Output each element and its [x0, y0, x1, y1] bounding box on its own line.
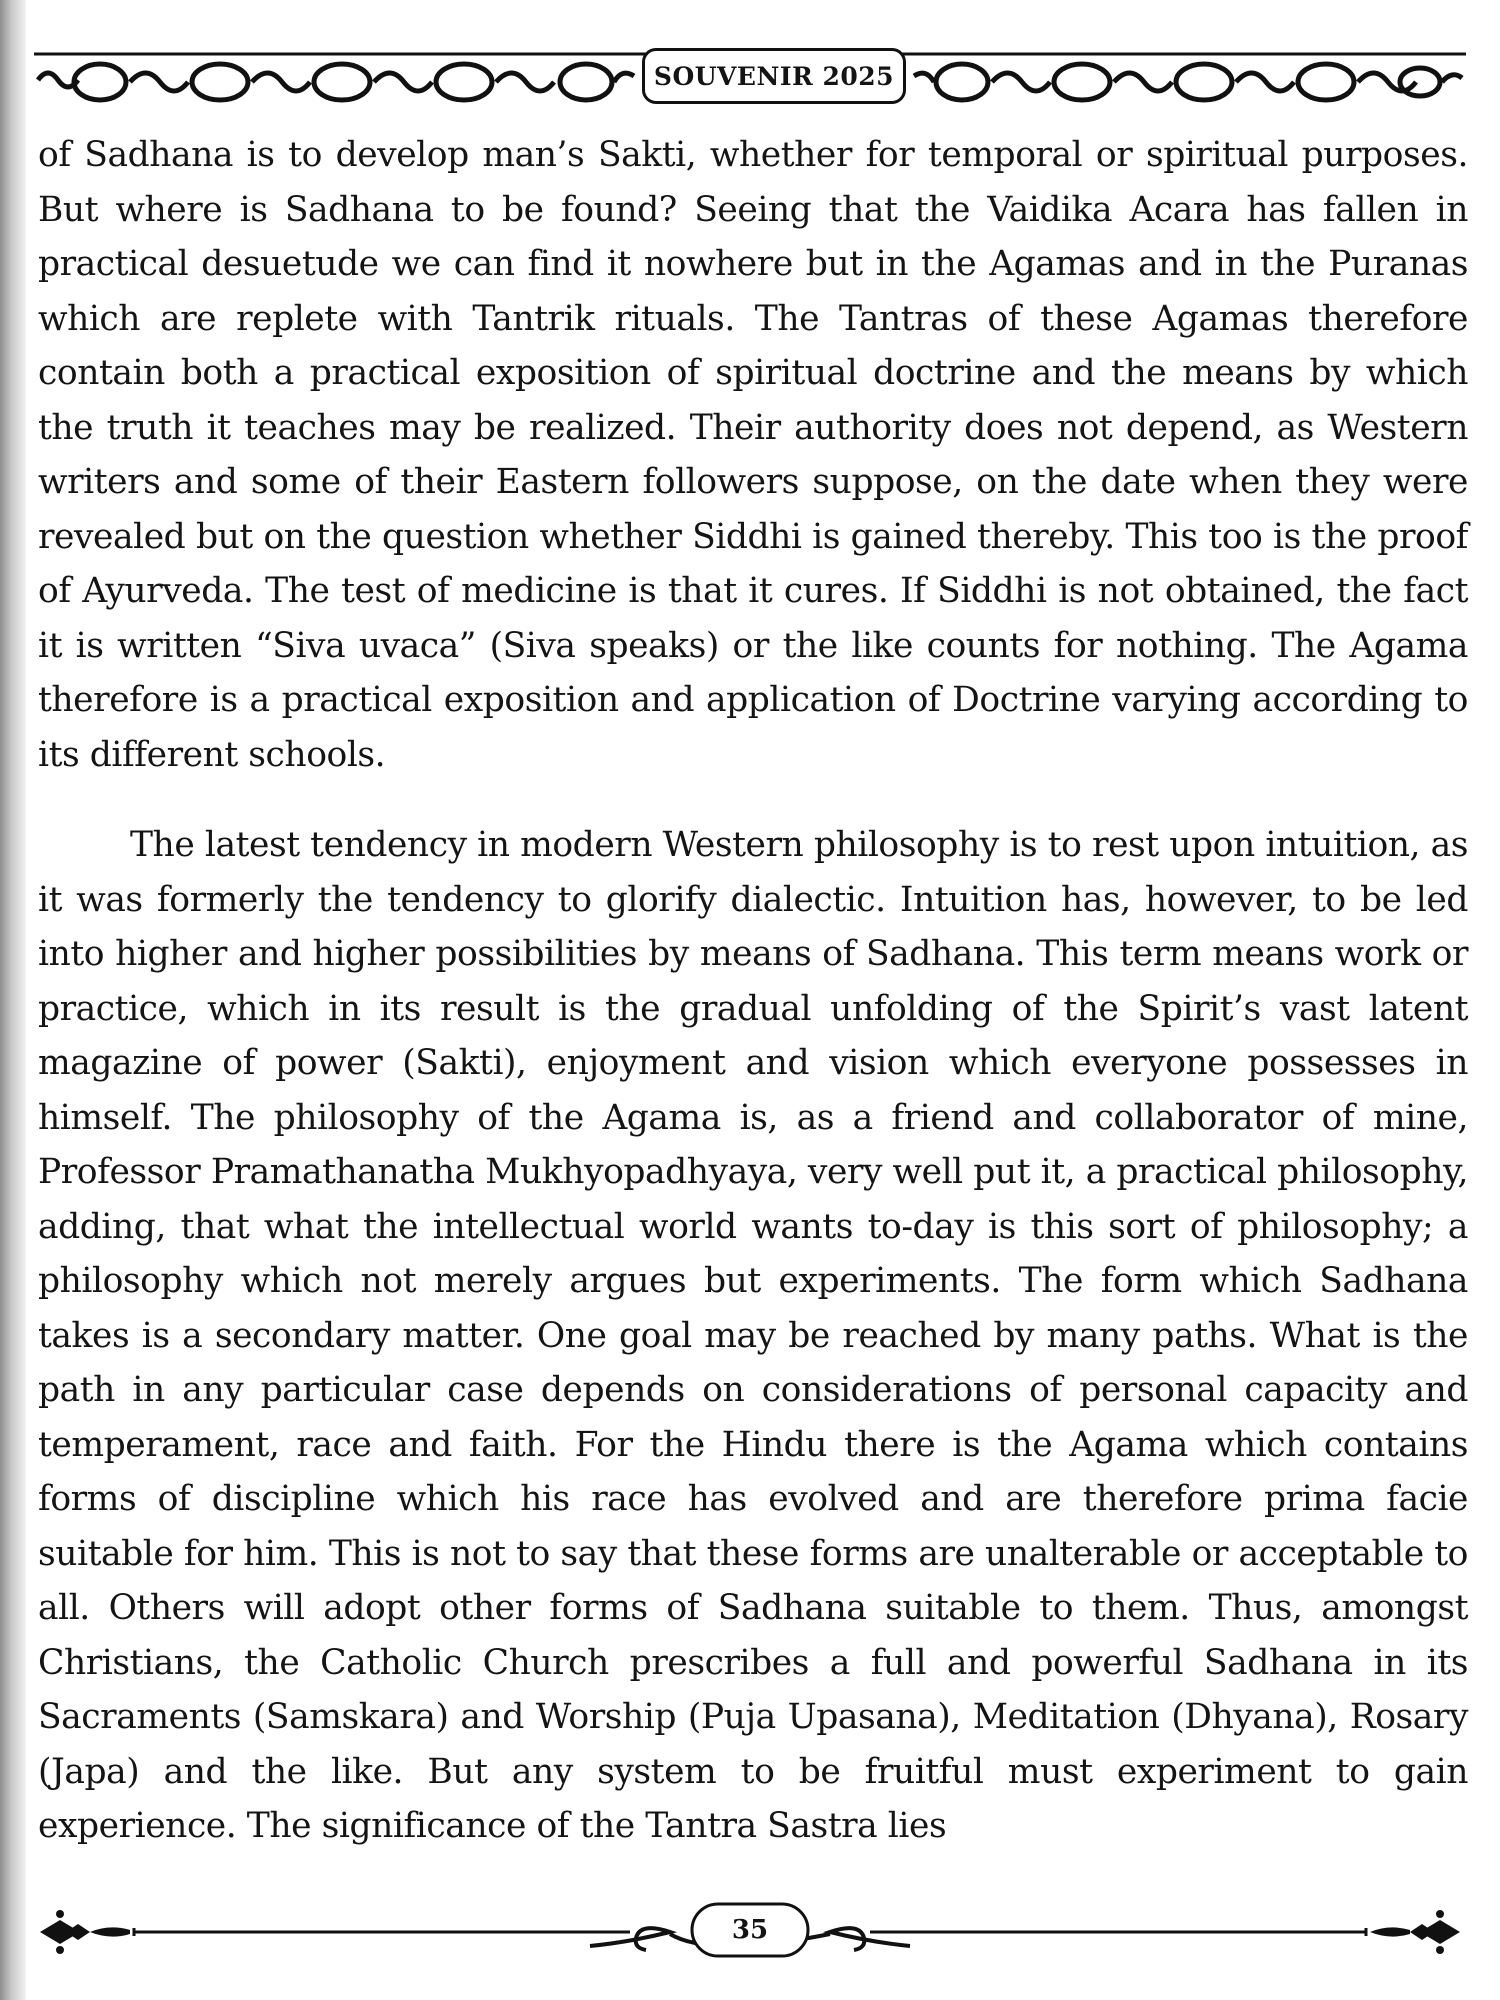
ornament-left — [38, 64, 634, 100]
footer-right-diamond-icon — [1370, 1910, 1460, 1954]
page-footer — [30, 1894, 1470, 1974]
page-number: 35 — [731, 1915, 769, 1945]
page-header — [30, 40, 1470, 120]
book-spine-shadow — [0, 0, 26, 2000]
ornament-right — [914, 64, 1462, 100]
header-title: SOUVENIR 2025 — [642, 48, 906, 104]
footer-left-diamond-icon — [40, 1910, 130, 1954]
paragraph-sadhana: The latest tendency in modern Western philosophy is to rest upon intuition, as it was formerly the tendency to glorify dialectic. Intuition has, however, to be led into higher and higher possibilities by means of Sadhana. This term means work or practice, which in its result is the gradual unfolding of the Spirit’s vast latent magazine of power (Sakti), enjoyment and vision which everyone possesses in himself. The philosophy of the Agama is, as a friend and collaborator of mine, Professor Pramathanatha Mukhyopadhyaya, very well put it, a practical philosophy, adding, that what the intellectual world wants to-day is this sort of philosophy; a philosophy which not merely argues but experiments. The form which Sadhana takes is a secondary matter. One goal may be reached by many paths. What is the path in any particular case depends on considerations of personal capacity and temperament, race and faith. For the Hindu there is the Agama which contains forms of discipline which his race has evolved and are therefore prima facie suitable for him. This is not to say that these forms are unalterable or acceptable to all. Others will adopt other forms of Sadhana suitable to them. Thus, amongst Christians, the Catholic Church prescribes a full and powerful Sadhana in its Sacraments (Samskara) and Worship (Puja Upasana), Meditation (Dhyana), Rosary (Japa) and the like. But any system to be fruitful must experiment to gain experience. The significance of the Tantra Sastra lies — [38, 825, 1468, 1846]
paragraph-continued: of Sadhana is to develop man’s Sakti, whether for temporal or spiritual purposes. But where is Sadhana to be found? Seeing that the Vaidika Acara has fallen in practical desuetude we can find it nowhere but in the Agamas and in the Puranas which are replete with Tantrik rituals. The Tantras of these Agamas therefore contain both a practical exposition of spiritual doctrine and the means by which the truth it teaches may be realized. Their authority does not depend, as Western writers and some of their Eastern followers suppose, on the date when they were revealed but on the question whether Siddhi is gained thereby. This too is the proof of Ayurveda. The test of medicine is that it cures. If Siddhi is not obtained, the fact it is written “Siva uvaca” (Siva speaks) or the like counts for nothing. The Agama therefore is a practical exposition and application of Doctrine varying according to its different schools. — [38, 135, 1468, 775]
page-body — [38, 128, 1468, 1854]
